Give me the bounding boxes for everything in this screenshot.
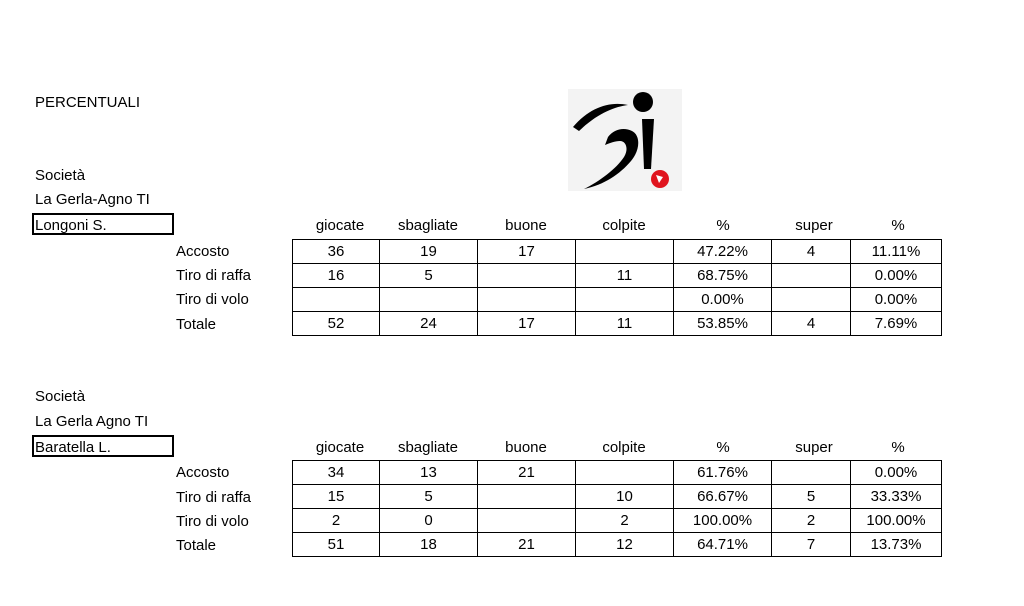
table-cell: 51 — [293, 533, 380, 557]
table-cell: 0.00% — [851, 461, 942, 485]
table-cell: 19 — [380, 240, 478, 264]
table-cell — [576, 240, 674, 264]
table-cell: 17 — [478, 240, 576, 264]
table-cell: 17 — [478, 312, 576, 336]
col-header-buone: buone — [505, 217, 547, 234]
table-cell: 61.76% — [674, 461, 772, 485]
table-cell: 5 — [772, 485, 851, 509]
table-cell — [478, 509, 576, 533]
table-cell: 68.75% — [674, 264, 772, 288]
table-cell: 16 — [293, 264, 380, 288]
table-row — [293, 240, 942, 264]
table-cell: 0 — [380, 509, 478, 533]
table-cell — [772, 264, 851, 288]
col-header-sbagliate: sbagliate — [397, 217, 459, 234]
table-cell: 15 — [293, 485, 380, 509]
table-row — [293, 509, 942, 533]
table-cell: 33.33% — [851, 485, 942, 509]
row-label-tiro-di-raffa: Tiro di raffa — [176, 489, 252, 506]
club-name: La Gerla Agno TI — [35, 413, 149, 430]
table-cell — [293, 288, 380, 312]
table-cell: 36 — [293, 240, 380, 264]
col-header-sbagliate: sbagliate — [397, 439, 459, 456]
col-header-super-percent: % — [891, 439, 905, 456]
row-label-tiro-di-raffa: Tiro di raffa — [176, 267, 252, 284]
table-cell: 64.71% — [674, 533, 772, 557]
societa-label: Società — [35, 167, 86, 184]
table-cell: 11 — [576, 312, 674, 336]
col-header-giocate: giocate — [315, 217, 365, 234]
table-row — [293, 461, 942, 485]
table-row — [293, 533, 942, 557]
player-name-box: Baratella L. — [32, 435, 174, 457]
table-cell: 100.00% — [674, 509, 772, 533]
table-cell: 13 — [380, 461, 478, 485]
table-cell: 52 — [293, 312, 380, 336]
table-cell: 2 — [293, 509, 380, 533]
table-cell — [380, 288, 478, 312]
table-cell: 18 — [380, 533, 478, 557]
table-row — [293, 288, 942, 312]
bocce-player-icon — [568, 89, 682, 191]
stats-table — [292, 460, 942, 557]
player-name-box: Longoni S. — [32, 213, 174, 235]
table-cell: 4 — [772, 312, 851, 336]
table-cell — [478, 288, 576, 312]
societa-label: Società — [35, 388, 86, 405]
page-title: PERCENTUALI — [35, 94, 141, 111]
table-cell: 66.67% — [674, 485, 772, 509]
col-header-super: super — [795, 439, 833, 456]
table-row — [293, 485, 942, 509]
table-row — [293, 312, 942, 336]
table-cell: 24 — [380, 312, 478, 336]
table-cell: 13.73% — [851, 533, 942, 557]
row-label-totale: Totale — [176, 537, 217, 554]
table-cell: 11 — [576, 264, 674, 288]
col-header-super: super — [795, 217, 833, 234]
table-cell: 4 — [772, 240, 851, 264]
table-cell: 7 — [772, 533, 851, 557]
club-name: La Gerla-Agno TI — [35, 191, 150, 208]
table-cell: 11.11% — [851, 240, 942, 264]
row-label-tiro-di-volo: Tiro di volo — [176, 513, 249, 530]
col-header-buone: buone — [505, 439, 547, 456]
table-cell: 53.85% — [674, 312, 772, 336]
row-label-totale: Totale — [176, 316, 217, 333]
col-header-giocate: giocate — [315, 439, 365, 456]
col-header-colpite: colpite — [602, 217, 646, 234]
col-header-percent: % — [716, 217, 730, 234]
col-header-percent: % — [716, 439, 730, 456]
table-cell: 12 — [576, 533, 674, 557]
table-cell — [772, 288, 851, 312]
table-cell: 0.00% — [851, 264, 942, 288]
table-cell: 5 — [380, 485, 478, 509]
table-cell: 10 — [576, 485, 674, 509]
row-label-accosto: Accosto — [176, 243, 230, 260]
table-cell — [772, 461, 851, 485]
table-cell: 2 — [772, 509, 851, 533]
table-row — [293, 264, 942, 288]
table-cell: 5 — [380, 264, 478, 288]
row-label-tiro-di-volo: Tiro di volo — [176, 291, 249, 308]
table-cell: 0.00% — [851, 288, 942, 312]
table-cell: 100.00% — [851, 509, 942, 533]
row-label-accosto: Accosto — [176, 464, 230, 481]
table-cell: 21 — [478, 533, 576, 557]
table-cell: 0.00% — [674, 288, 772, 312]
table-cell: 7.69% — [851, 312, 942, 336]
col-header-colpite: colpite — [602, 439, 646, 456]
table-cell — [478, 264, 576, 288]
stats-table — [292, 239, 942, 336]
table-cell: 2 — [576, 509, 674, 533]
col-header-super-percent: % — [891, 217, 905, 234]
table-cell — [478, 485, 576, 509]
table-cell: 34 — [293, 461, 380, 485]
table-cell — [576, 461, 674, 485]
table-cell: 47.22% — [674, 240, 772, 264]
table-cell — [576, 288, 674, 312]
table-cell: 21 — [478, 461, 576, 485]
